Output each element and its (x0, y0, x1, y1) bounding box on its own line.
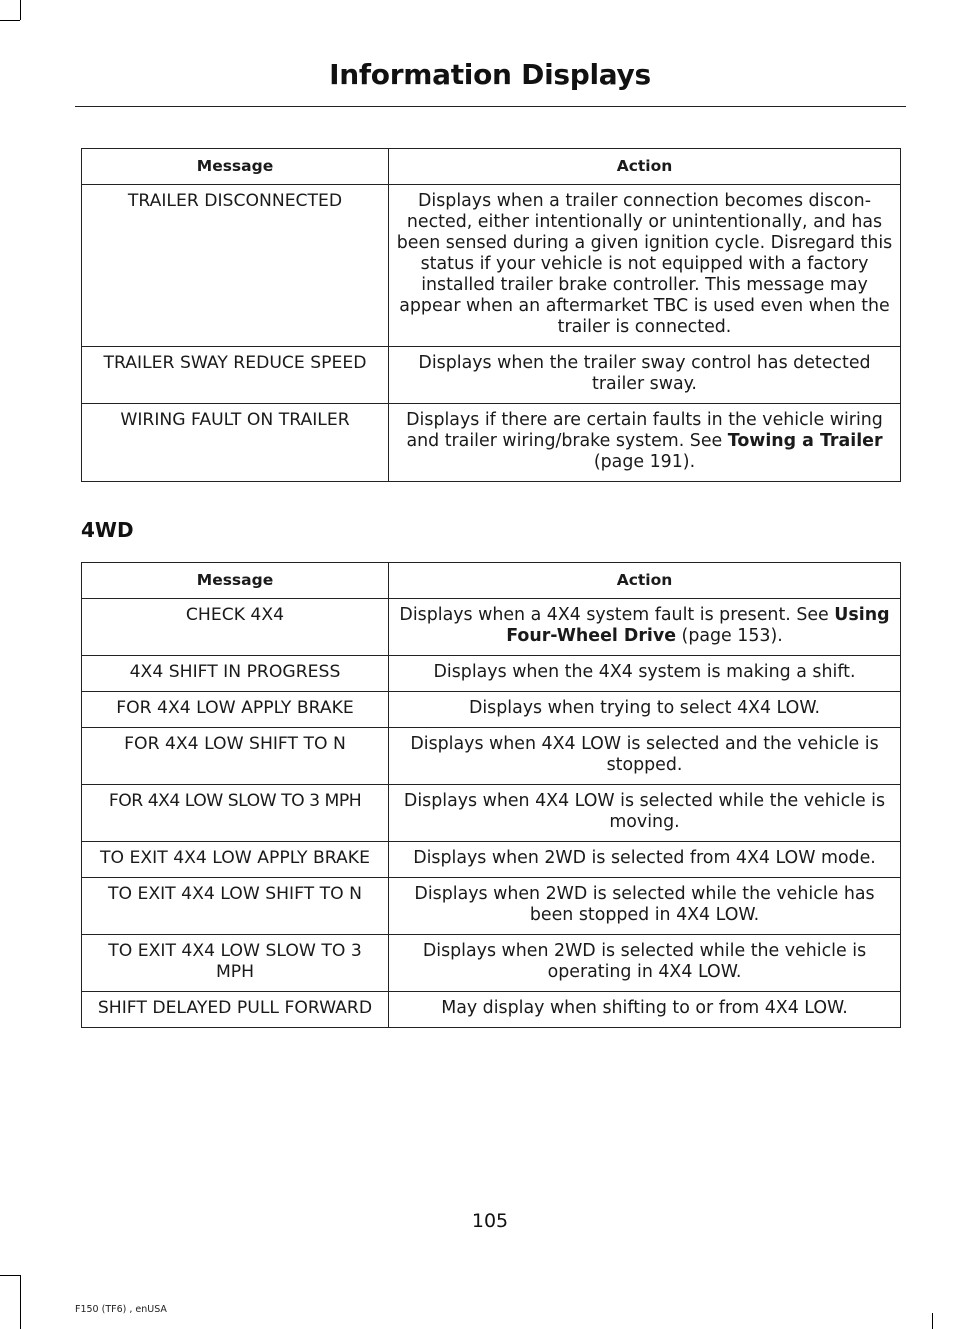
section-heading: 4WD (81, 518, 134, 542)
message-cell: WIRING FAULT ON TRAILER (82, 404, 389, 482)
crop-mark (20, 0, 21, 20)
action-cell: Displays when 2WD is selected while the vehicle is operating in 4X4 LOW. (389, 935, 901, 992)
message-cell: TRAILER DISCONNECTED (82, 185, 389, 347)
table-row (82, 185, 901, 347)
message-cell: TO EXIT 4X4 LOW SHIFT TO N (82, 878, 389, 935)
4wd-messages-table (81, 562, 901, 1028)
action-text: Displays when a 4X4 system fault is present. See (399, 605, 835, 625)
action-text: Displays if there are certain faults in the vehicle wiring and trailer wiring/brake system. See (406, 410, 883, 451)
message-cell: SHIFT DELAYED PULL FORWARD (82, 992, 389, 1028)
page-reference: (page 153). (676, 626, 783, 646)
message-cell: TRAILER SWAY REDUCE SPEED (82, 347, 389, 404)
action-cell: Displays when 2WD is selected from 4X4 LOW mode. (389, 842, 901, 878)
message-cell: TO EXIT 4X4 LOW APPLY BRAKE (82, 842, 389, 878)
message-cell: FOR 4X4 LOW SLOW TO 3 MPH (82, 785, 389, 842)
message-cell: FOR 4X4 LOW APPLY BRAKE (82, 692, 389, 728)
action-cell: Displays when 4X4 LOW is selected while the vehicle is moving. (389, 785, 901, 842)
page-number: 105 (471, 1210, 509, 1232)
column-header-action: Action (389, 563, 901, 599)
cross-reference-link[interactable]: Using Four-Wheel Drive (506, 605, 890, 646)
action-cell: Displays when the 4X4 system is making a shift. (389, 656, 901, 692)
cross-reference-link[interactable]: Towing a Trailer (727, 431, 883, 451)
table-header-row (82, 563, 901, 599)
action-cell (389, 404, 901, 482)
action-cell: Displays when 2WD is selected while the vehicle has been stopped in 4X4 LOW. (389, 878, 901, 935)
message-cell: CHECK 4X4 (82, 599, 389, 656)
action-cell: Displays when 4X4 LOW is selected and the vehicle is stopped. (389, 728, 901, 785)
action-cell: Displays when a trailer connection becomes discon-nected, either intentionally or unintentionally, and has been sensed during a given ignition cycle. Disregard this status if your vehicle is not equipped with a factory installed trailer brake controller. This message may appear when an aftermarket TBC is used even when the trailer is connected. (389, 185, 901, 347)
title-divider (75, 106, 906, 107)
table-row (82, 992, 901, 1028)
crop-mark (0, 1275, 20, 1276)
message-cell: TO EXIT 4X4 LOW SLOW TO 3 MPH (82, 935, 389, 992)
trailer-messages-table (81, 148, 901, 482)
document-code: F150 (TF6) , enUSA (75, 1304, 167, 1315)
table-row (82, 842, 901, 878)
crop-mark (0, 20, 20, 21)
table-row (82, 728, 901, 785)
message-cell: FOR 4X4 LOW SHIFT TO N (82, 728, 389, 785)
column-header-message: Message (82, 563, 389, 599)
table-row (82, 935, 901, 992)
action-cell (389, 599, 901, 656)
table-header-row (82, 149, 901, 185)
page-reference: (page 191). (593, 452, 696, 472)
table-row (82, 404, 901, 482)
table-row (82, 878, 901, 935)
crop-mark (20, 1275, 21, 1329)
action-cell: May display when shifting to or from 4X4 LOW. (389, 992, 901, 1028)
crop-mark (932, 1313, 933, 1329)
action-cell: Displays when trying to select 4X4 LOW. (389, 692, 901, 728)
table-row (82, 656, 901, 692)
page-title: Information Displays (329, 58, 651, 91)
column-header-message: Message (82, 149, 389, 185)
table-row (82, 347, 901, 404)
table-row (82, 785, 901, 842)
table-row (82, 692, 901, 728)
column-header-action: Action (389, 149, 901, 185)
table-row (82, 599, 901, 656)
action-cell: Displays when the trailer sway control has detected trailer sway. (389, 347, 901, 404)
message-cell: 4X4 SHIFT IN PROGRESS (82, 656, 389, 692)
